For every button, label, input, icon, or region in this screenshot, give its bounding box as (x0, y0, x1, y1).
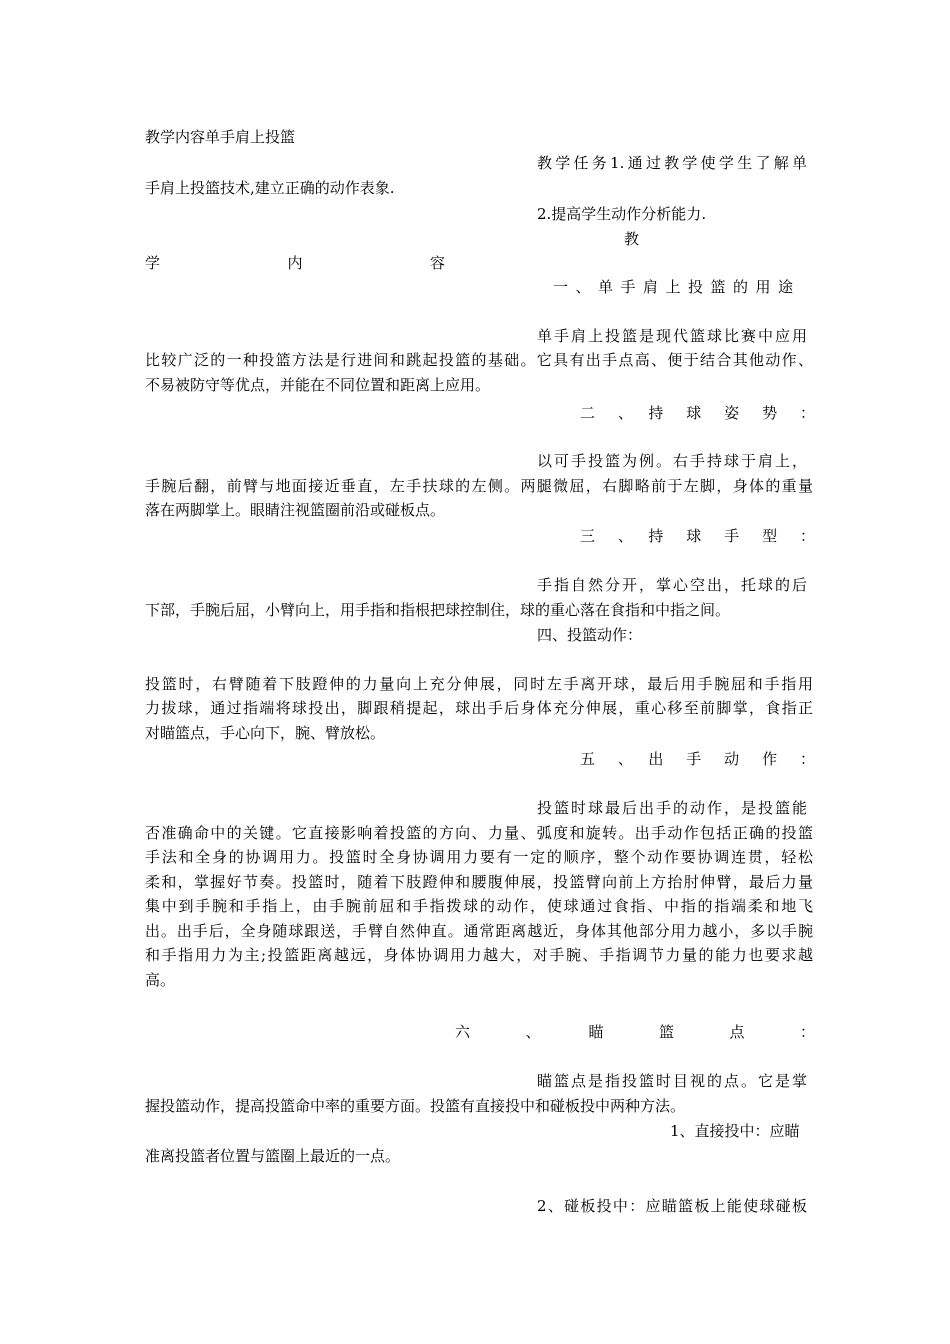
text-line: 和手指用力为主;投篮距离越远，身体协调用力越大，对手腕、手指调节力量的能力也要求越 (145, 946, 813, 964)
text-line: 出。出手后，全身随球跟送，手臂自然伸直。通常距离越近，身体其他部分用力越小，多以手腕 (145, 922, 813, 940)
text-line: 高。 (145, 971, 176, 989)
text-line: 柔和，掌握好节奏。投篮时，随着下肢蹬伸和腰腹伸展，投篮臂向前上方抬肘伸臂，最后力量 (145, 873, 813, 891)
text-line: 1、直接投中：应瞄 (670, 1122, 800, 1140)
text-line: 手腕后翻，前臂与地面接近垂直，左手扶球的左侧。两腿微屈，右脚略前于左脚，身体的重量 (145, 477, 813, 495)
text-line: 不易被防守等优点，并能在不同位置和距离上应用。 (145, 376, 491, 394)
section-heading: 二 、 持 球 姿 势 ： (580, 404, 815, 422)
section-heading: 学 内 容 (145, 254, 445, 272)
text-line: 瞄篮点是指投篮时目视的点。它是掌 (537, 1072, 807, 1090)
text-line: 集中到手腕和手指上，由手腕前屈和手指拨球的动作，使球通过食指、中指的指端柔和地飞 (145, 897, 813, 915)
text-line: 教 (624, 230, 640, 248)
text-line: 对瞄篮点，手心向下，腕、臂放松。 (145, 724, 386, 742)
section-heading: 一、单手肩上投篮的用途 (553, 278, 793, 296)
section-heading: 四、投篮动作： (537, 626, 643, 644)
text-line: 教学任务1.通过教学使学生了解单 (537, 154, 807, 172)
text-line: 比较广泛的一种投篮方法是行进间和跳起投篮的基础。它具有出手点高、便于结合其他动作、 (145, 351, 813, 369)
text-line: 准离投篮者位置与篮圈上最近的一点。 (145, 1147, 401, 1165)
text-line: 力拔球，通过指端将球投出，脚跟稍提起，球出手后身体充分伸展，重心移至前脚掌，食指正 (145, 699, 813, 717)
text-line: 单手肩上投篮是现代篮球比赛中应用 (537, 327, 807, 345)
text-line: 投篮时，右臂随着下肢蹬伸的力量向上充分伸展，同时左手离开球，最后用手腕屈和手指用 (145, 675, 813, 693)
text-line: 教学内容单手肩上投篮 (145, 128, 296, 146)
text-line: 手肩上投篮技术,建立正确的动作表象. (145, 179, 395, 197)
section-heading: 三 、 持 球 手 型 ： (580, 527, 815, 545)
text-line: 以可手投篮为例。右手持球于肩上， (537, 452, 807, 470)
text-line: 握投篮动作，提高投篮命中率的重要方面。投篮有直接投中和碰板投中两种方法。 (145, 1097, 686, 1115)
text-line: 投篮时球最后出手的动作，是投篮能 (537, 799, 807, 817)
section-heading: 五 、 出 手 动 作 ： (580, 750, 815, 768)
text-line: 下部，手腕后屈，小臂向上，用手指和指根把球控制住，球的重心落在食指和中指之间。 (145, 601, 731, 619)
text-line: 手指自然分开，掌心空出，托球的后 (537, 576, 807, 594)
text-line: 2.提高学生动作分析能力. (537, 205, 707, 223)
text-line: 落在两脚掌上。眼睛注视篮圈前沿或碰板点。 (145, 501, 446, 519)
text-line: 2、碰板投中：应瞄篮板上能使球碰板 (537, 1197, 807, 1215)
text-line: 手法和全身的协调用力。投篮时全身协调用力要有一定的顺序，整个动作要协调连贯，轻松 (145, 848, 813, 866)
section-heading: 六 、 瞄 篮 点 ： (455, 1023, 815, 1041)
text-line: 否准确命中的关键。它直接影响着投篮的方向、力量、弧度和旋转。出手动作包括正确的投篮 (145, 824, 813, 842)
